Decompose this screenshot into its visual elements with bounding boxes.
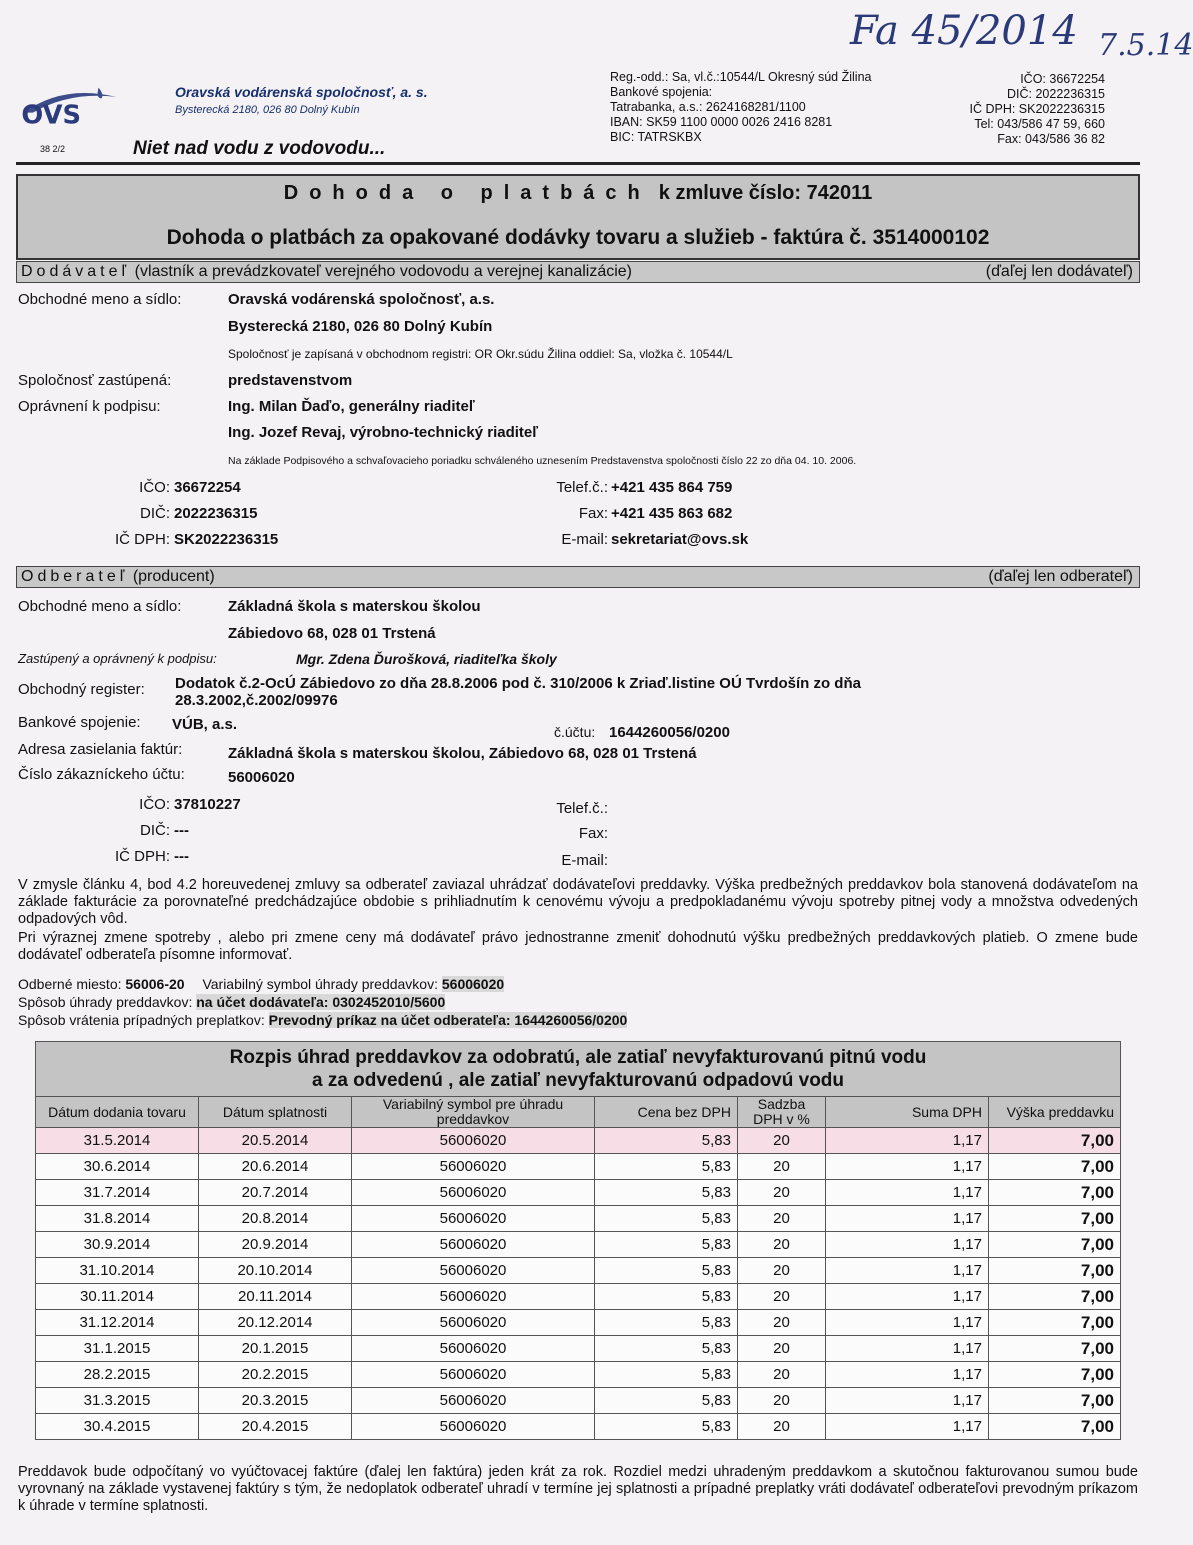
customer-account-number-label: Číslo zákazníckeho účtu: <box>18 766 185 783</box>
cell-variable-symbol: 56006020 <box>352 1180 595 1206</box>
page-marker: 38 2/2 <box>40 144 66 154</box>
cell-delivery-date: 31.7.2014 <box>36 1180 199 1206</box>
supplier-sign-label: Oprávnení k podpisu: <box>18 398 161 415</box>
reg-line: IBAN: SK59 1100 0000 0026 2416 8281 <box>610 115 833 129</box>
slogan: Niet nad vodu z vodovodu... <box>133 138 386 159</box>
customer-bar-label <box>21 568 215 586</box>
cell-vat-rate: 20 <box>738 1414 826 1440</box>
reg-line: Reg.-odd.: Sa, vl.č.:10544/L Okresný súd Žilina <box>610 70 872 84</box>
paragraph-changes: Pri výraznej zmene spotreby , alebo pri zmene ceny má dodávateľ právo jednostranne zmeniť dohodnutú výšku predbežných preddavkových platieb. O zmene bude dodávateľ odberateľa písomne informovať. <box>18 930 1138 963</box>
table-title-2: a za odvedenú , ale zatiaľ nevyfakturovanú odpadovú vodu <box>311 1070 845 1091</box>
supplier-rep: predstavenstvom <box>228 372 353 389</box>
cell-vat-rate: 20 <box>738 1258 826 1284</box>
supplier-icdph: SK2022236315 <box>174 531 279 548</box>
cell-advance: 7,00 <box>989 1336 1121 1362</box>
registration-info <box>610 70 871 145</box>
cell-variable-symbol: 56006020 <box>352 1154 595 1180</box>
customer-name: Základná škola s materskou školou <box>228 598 481 615</box>
cell-price: 5,83 <box>595 1388 738 1414</box>
customer-word: Odberateľ <box>21 568 129 585</box>
id-line: DIČ: 2022236315 <box>1007 87 1105 101</box>
cell-variable-symbol: 56006020 <box>352 1310 595 1336</box>
paragraph-advances: V zmysle článku 4, bod 4.2 horeuvedenej zmluvy sa odberateľ zaviazal uhrádzať dodávateľovi preddavky. Výška predbežných preddavkov bola stanovená dodávateľom na základe fakturácie za porovnateľné predchádzajúce obdobie s prihliadnutím k cenovému vývoju a predpokladanému vývoju spotreby pitnej vody a množstva odvedených odpadových vôd. <box>18 877 1138 927</box>
supplier-name: Oravská vodárenská spoločnosť, a.s. <box>228 291 495 308</box>
company-address: Bysterecká 2180, 026 80 Dolný Kubín <box>175 104 360 116</box>
advance-payments-table <box>35 1041 1121 1440</box>
id-line: Tel: 043/586 47 59, 660 <box>974 117 1105 131</box>
cell-variable-symbol: 56006020 <box>352 1258 595 1284</box>
customer-invoice-addr-label: Adresa zasielania faktúr: <box>18 741 183 758</box>
cell-vat-rate: 20 <box>738 1206 826 1232</box>
id-line: Fax: 043/586 36 82 <box>997 132 1105 146</box>
document-title <box>18 182 1138 205</box>
title-box <box>16 174 1140 260</box>
handwritten-date: 7.5.14 <box>1098 28 1193 63</box>
cell-delivery-date: 31.3.2015 <box>36 1388 199 1414</box>
supplier-tel-label: Telef.č.: <box>556 479 608 496</box>
customer-tel-label: Telef.č.: <box>556 800 608 817</box>
cell-advance: 7,00 <box>989 1388 1121 1414</box>
customer-account: 1644260056/0200 <box>609 724 730 741</box>
col-variable-symbol: Variabilný symbol pre úhradu preddavkov <box>352 1097 595 1128</box>
table-row <box>36 1258 1121 1284</box>
supplier-bar-label <box>21 263 632 281</box>
cell-advance: 7,00 <box>989 1206 1121 1232</box>
consumption-point: 56006-20 <box>125 976 185 992</box>
cell-price: 5,83 <box>595 1128 738 1154</box>
cell-advance: 7,00 <box>989 1232 1121 1258</box>
cell-variable-symbol: 56006020 <box>352 1414 595 1440</box>
table-row <box>36 1362 1121 1388</box>
cell-due-date: 20.5.2014 <box>199 1128 352 1154</box>
cell-price: 5,83 <box>595 1414 738 1440</box>
cell-vat-sum: 1,17 <box>826 1206 989 1232</box>
table-row <box>36 1336 1121 1362</box>
cell-vat-rate: 20 <box>738 1310 826 1336</box>
cell-vat-rate: 20 <box>738 1362 826 1388</box>
cell-price: 5,83 <box>595 1154 738 1180</box>
supplier-fax-label: Fax: <box>578 505 608 522</box>
cell-price: 5,83 <box>595 1310 738 1336</box>
cell-advance: 7,00 <box>989 1258 1121 1284</box>
customer-fax-label: Fax: <box>578 825 608 842</box>
customer-dic-label: DIČ: <box>140 822 170 839</box>
cell-advance: 7,00 <box>989 1362 1121 1388</box>
cell-delivery-date: 28.2.2015 <box>36 1362 199 1388</box>
supplier-register-note: Spoločnosť je zapísaná v obchodnom registri: OR Okr.súdu Žilina oddiel: Sa, vložka č. 10544/L <box>228 347 733 361</box>
consumption-point-line <box>18 976 504 992</box>
company-ids <box>930 72 1105 147</box>
cell-advance: 7,00 <box>989 1154 1121 1180</box>
customer-icdph: --- <box>174 848 189 865</box>
cell-due-date: 20.8.2014 <box>199 1206 352 1232</box>
footer-text: Preddavok bude odpočítaný vo vyúčtovacej faktúre (ďalej len faktúra) jeden krát za rok. Rozdiel medzi uhradeným preddavkom a skutočnou fakturovanou sumou bude vyrovnaný na základe vystavenej faktúry s tým, že nedoplatok odberateľ uhradí v termíne jej splatnosti a prípadné preplatky vráti dodávateľ odberateľovi prevodným príkazom k úhrade v termíne splatnosti. <box>18 1464 1138 1514</box>
customer-bank: VÚB, a.s. <box>172 716 238 733</box>
table-row <box>36 1284 1121 1310</box>
cell-advance: 7,00 <box>989 1414 1121 1440</box>
cell-due-date: 20.3.2015 <box>199 1388 352 1414</box>
cell-price: 5,83 <box>595 1362 738 1388</box>
refund-method: Prevodný príkaz na účet odberateľa: 1644260056/0200 <box>268 1012 628 1028</box>
cell-delivery-date: 30.9.2014 <box>36 1232 199 1258</box>
title-spaced: Dohoda o platbách <box>283 182 651 204</box>
cell-vat-rate: 20 <box>738 1336 826 1362</box>
table-row <box>36 1232 1121 1258</box>
variable-symbol-label: Variabilný symbol úhrady preddavkov: <box>202 976 438 992</box>
cell-price: 5,83 <box>595 1232 738 1258</box>
customer-icdph-label: IČ DPH: <box>114 848 170 865</box>
cell-advance: 7,00 <box>989 1128 1121 1154</box>
customer-section-bar <box>16 566 1140 588</box>
table-row <box>36 1414 1121 1440</box>
supplier-name-label: Obchodné meno a sídlo: <box>18 291 182 308</box>
table-row <box>36 1128 1121 1154</box>
payment-method: na účet dodávateľa: 0302452010/5600 <box>196 994 446 1010</box>
cell-advance: 7,00 <box>989 1284 1121 1310</box>
customer-address: Zábiedovo 68, 028 01 Trstená <box>228 625 436 642</box>
cell-vat-rate: 20 <box>738 1180 826 1206</box>
cell-vat-sum: 1,17 <box>826 1258 989 1284</box>
cell-vat-rate: 20 <box>738 1388 826 1414</box>
reg-line: BIC: TATRSKBX <box>610 130 702 144</box>
cell-vat-rate: 20 <box>738 1284 826 1310</box>
supplier-icdph-label: IČ DPH: <box>114 531 170 548</box>
customer-ico-label: IČO: <box>139 796 170 813</box>
reg-line: Tatrabanka, a.s.: 2624168281/1100 <box>610 100 806 114</box>
col-due-date: Dátum splatnosti <box>199 1097 352 1128</box>
cell-vat-sum: 1,17 <box>826 1414 989 1440</box>
cell-price: 5,83 <box>595 1284 738 1310</box>
cell-delivery-date: 30.6.2014 <box>36 1154 199 1180</box>
cell-vat-sum: 1,17 <box>826 1232 989 1258</box>
cell-vat-sum: 1,17 <box>826 1128 989 1154</box>
supplier-rep-label: Spoločnosť zastúpená: <box>18 372 172 389</box>
customer-rep: Mgr. Zdena Ďurošková, riaditeľka školy <box>296 651 557 667</box>
cell-delivery-date: 30.4.2015 <box>36 1414 199 1440</box>
supplier-dic-label: DIČ: <box>140 505 170 522</box>
cell-vat-rate: 20 <box>738 1128 826 1154</box>
supplier-fax: +421 435 863 682 <box>611 505 733 522</box>
supplier-ico: 36672254 <box>174 479 241 496</box>
table-title-1: Rozpis úhrad preddavkov za odobratú, ale zatiaľ nevyfakturovanú pitnú vodu <box>229 1047 927 1068</box>
cell-delivery-date: 31.12.2014 <box>36 1310 199 1336</box>
supplier-sign-note: Na základe Podpisového a schvaľovacieho poriadku schváleného uznesením Predstavenstva spoločnosti číslo 22 zo dňa 04. 10. 2006. <box>228 455 857 467</box>
cell-due-date: 20.12.2014 <box>199 1310 352 1336</box>
company-name: Oravská vodárenská spoločnosť, a. s. <box>175 84 428 100</box>
cell-delivery-date: 31.8.2014 <box>36 1206 199 1232</box>
cell-delivery-date: 31.5.2014 <box>36 1128 199 1154</box>
table-row <box>36 1154 1121 1180</box>
col-vat-rate: Sadzba DPH v % <box>738 1097 826 1128</box>
col-price: Cena bez DPH <box>595 1097 738 1128</box>
col-delivery-date: Dátum dodania tovaru <box>36 1097 199 1128</box>
consumption-point-label: Odberné miesto: <box>18 976 122 992</box>
cell-due-date: 20.9.2014 <box>199 1232 352 1258</box>
cell-due-date: 20.6.2014 <box>199 1154 352 1180</box>
col-vat-sum: Suma DPH <box>826 1097 989 1128</box>
header-divider <box>16 162 1140 165</box>
reg-line: Bankové spojenia: <box>610 85 713 99</box>
col-advance: Výška preddavku <box>989 1097 1121 1128</box>
supplier-bar-right: (ďaľej len dodávateľ) <box>985 263 1133 280</box>
cell-due-date: 20.1.2015 <box>199 1336 352 1362</box>
payment-method-line <box>18 994 445 1010</box>
cell-vat-sum: 1,17 <box>826 1284 989 1310</box>
cell-due-date: 20.2.2015 <box>199 1362 352 1388</box>
cell-vat-sum: 1,17 <box>826 1362 989 1388</box>
cell-delivery-date: 30.11.2014 <box>36 1284 199 1310</box>
cell-due-date: 20.11.2014 <box>199 1284 352 1310</box>
customer-reg-line-2: 28.3.2002,č.2002/09976 <box>175 692 338 709</box>
supplier-signatory-1: Ing. Milan Ďaďo, generálny riaditeľ <box>228 398 475 415</box>
cell-due-date: 20.4.2015 <box>199 1414 352 1440</box>
customer-rep-label: Zastúpený a oprávnený k podpisu: <box>18 651 217 666</box>
table-row <box>36 1388 1121 1414</box>
cell-vat-sum: 1,17 <box>826 1180 989 1206</box>
supplier-word: Dodávateľ <box>21 263 131 280</box>
id-line: IČO: 36672254 <box>1020 72 1105 86</box>
refund-method-line <box>18 1012 627 1028</box>
ovs-logo <box>20 78 120 133</box>
cell-advance: 7,00 <box>989 1310 1121 1336</box>
customer-bar-text: (producent) <box>132 568 215 585</box>
customer-invoice-addr: Základná škola s materskou školou, Zábiedovo 68, 028 01 Trstená <box>228 745 697 762</box>
supplier-email: sekretariat@ovs.sk <box>611 531 749 548</box>
customer-email-label: E-mail: <box>561 852 608 869</box>
supplier-address: Bysterecká 2180, 026 80 Dolný Kubín <box>228 318 493 335</box>
table-row <box>36 1310 1121 1336</box>
customer-reg-label: Obchodný register: <box>18 681 145 698</box>
cell-vat-sum: 1,17 <box>826 1310 989 1336</box>
contract-number: k zmluve číslo: 742011 <box>658 182 873 204</box>
cell-price: 5,83 <box>595 1336 738 1362</box>
cell-variable-symbol: 56006020 <box>352 1362 595 1388</box>
supplier-section-bar <box>16 261 1140 283</box>
cell-variable-symbol: 56006020 <box>352 1232 595 1258</box>
cell-vat-sum: 1,17 <box>826 1388 989 1414</box>
payment-method-label: Spôsob úhrady preddavkov: <box>18 994 193 1010</box>
customer-ico: 37810227 <box>174 796 241 813</box>
supplier-tel: +421 435 864 759 <box>611 479 733 496</box>
supplier-signatory-2: Ing. Jozef Revaj, výrobno-technický riaditeľ <box>228 424 539 441</box>
supplier-ico-label: IČO: <box>139 479 170 496</box>
cell-price: 5,83 <box>595 1180 738 1206</box>
document-subtitle: Dohoda o platbách za opakované dodávky tovaru a služieb - faktúra č. 3514000102 <box>166 226 990 249</box>
cell-variable-symbol: 56006020 <box>352 1284 595 1310</box>
refund-method-label: Spôsob vrátenia prípadných preplatkov: <box>18 1012 265 1028</box>
cell-variable-symbol: 56006020 <box>352 1388 595 1414</box>
customer-account-number: 56006020 <box>228 769 295 786</box>
cell-due-date: 20.7.2014 <box>199 1180 352 1206</box>
cell-vat-rate: 20 <box>738 1154 826 1180</box>
table-row <box>36 1206 1121 1232</box>
table-header-row <box>36 1097 1121 1128</box>
supplier-dic: 2022236315 <box>174 505 258 522</box>
table-row <box>36 1180 1121 1206</box>
customer-account-label: č.účtu: <box>554 724 596 740</box>
cell-variable-symbol: 56006020 <box>352 1128 595 1154</box>
cell-advance: 7,00 <box>989 1180 1121 1206</box>
cell-price: 5,83 <box>595 1258 738 1284</box>
table-caption <box>36 1042 1121 1097</box>
cell-delivery-date: 31.10.2014 <box>36 1258 199 1284</box>
cell-vat-sum: 1,17 <box>826 1154 989 1180</box>
logo-text: OVS <box>21 100 82 131</box>
customer-bank-label: Bankové spojenie: <box>18 714 141 731</box>
cell-variable-symbol: 56006020 <box>352 1336 595 1362</box>
cell-vat-sum: 1,17 <box>826 1336 989 1362</box>
cell-variable-symbol: 56006020 <box>352 1206 595 1232</box>
supplier-bar-text: (vlastník a prevádzkovateľ verejného vodovodu a verejnej kanalizácie) <box>134 263 632 280</box>
customer-reg-line-1: Dodatok č.2-OcÚ Zábiedovo zo dňa 28.8.2006 pod č. 310/2006 k Zriaď.listine OÚ Tvrdošín zo dňa <box>175 675 861 692</box>
customer-dic: --- <box>174 822 189 839</box>
cell-price: 5,83 <box>595 1206 738 1232</box>
cell-delivery-date: 31.1.2015 <box>36 1336 199 1362</box>
handwritten-invoice-note: Fa 45/2014 <box>850 8 1078 54</box>
cell-due-date: 20.10.2014 <box>199 1258 352 1284</box>
customer-bar-right: (ďaľej len odberateľ) <box>988 568 1133 585</box>
supplier-email-label: E-mail: <box>561 531 608 548</box>
customer-name-label: Obchodné meno a sídlo: <box>18 598 182 615</box>
variable-symbol: 56006020 <box>441 976 505 992</box>
cell-vat-rate: 20 <box>738 1232 826 1258</box>
id-line: IČ DPH: SK2022236315 <box>969 102 1105 116</box>
